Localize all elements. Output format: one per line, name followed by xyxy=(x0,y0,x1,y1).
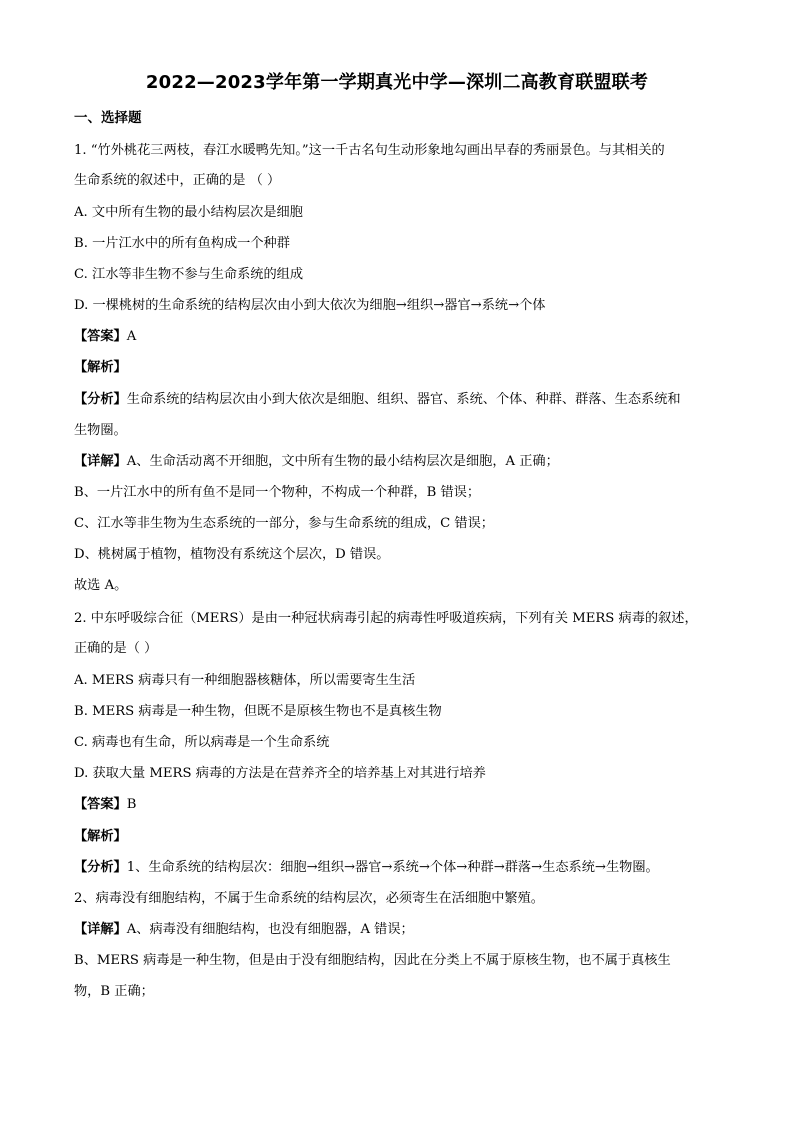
q1-option-c: C. 江水等非生物不参与生命系统的组成 xyxy=(74,267,304,282)
xiangjie-tag: 【详解】 xyxy=(74,454,127,469)
q1-stem-line-1: 1. “竹外桃花三两枝，春江水暖鸭先知。”这一千古名句生动形象地勾画出早春的秀丽景色。与其相关的 xyxy=(74,143,665,158)
xiangjie-text: A、病毒没有细胞结构，也没有细胞器，A 错误； xyxy=(126,922,414,937)
fenxi-tag: 【分析】 xyxy=(74,860,127,875)
q1-xiangjie-b: B、一片江水中的所有鱼不是同一个物种，不构成一个种群，B 错误； xyxy=(74,485,481,500)
q1-stem-line-2: 生命系统的叙述中，正确的是 （ ） xyxy=(74,173,281,188)
q1-conclusion: 故选 A。 xyxy=(74,578,128,593)
xiangjie-text: A、生命活动离不开细胞，文中所有生物的最小结构层次是细胞，A 正确； xyxy=(126,454,559,469)
q2-analysis-tag: 【解析】 xyxy=(74,829,127,844)
q1-option-d: D. 一棵桃树的生命系统的结构层次由小到大依次为细胞→组织→器官→系统→个体 xyxy=(74,298,546,313)
q2-option-c: C. 病毒也有生命，所以病毒是一个生命系统 xyxy=(74,735,330,750)
answer-tag: 【答案】 xyxy=(74,329,127,344)
q1-analysis-tag: 【解析】 xyxy=(74,360,127,375)
answer-value: B xyxy=(126,797,137,812)
q1-xiangjie-d: D、桃树属于植物，植物没有系统这个层次，D 错误。 xyxy=(74,547,390,562)
q1-option-b: B. 一片江水中的所有鱼构成一个种群 xyxy=(74,236,290,251)
q2-xiangjie-a xyxy=(74,920,724,940)
q2-xiangjie-b-line-1: B、MERS 病毒是一种生物，但是由于没有细胞结构，因此在分类上不属于原核生物，也不属于真核生 xyxy=(74,953,671,968)
fenxi-text: 生命系统的结构层次由小到大依次是细胞、组织、器官、系统、个体、种群、群落、生态系统和 xyxy=(126,392,681,407)
q2-option-a: A. MERS 病毒只有一种细胞器核糖体，所以需要寄生生活 xyxy=(74,673,416,688)
q2-option-d: D. 获取大量 MERS 病毒的方法是在营养齐全的培养基上对其进行培养 xyxy=(74,766,486,781)
answer-value: A xyxy=(126,329,137,344)
q2-answer xyxy=(74,795,724,815)
page-title: 2022—2023学年第一学期真光中学—深圳二高教育联盟联考 xyxy=(145,72,649,93)
q1-fenxi-line-2: 生物圈。 xyxy=(74,423,127,438)
q2-option-b: B. MERS 病毒是一种生物，但既不是原核生物也不是真核生物 xyxy=(74,704,442,719)
q1-answer xyxy=(74,327,724,347)
q1-xiangjie-a xyxy=(74,452,724,472)
q2-stem-line-2: 正确的是（ ） xyxy=(74,641,158,656)
q2-fenxi-line-2: 2、病毒没有细胞结构，不属于生命系统的结构层次，必须寄生在活细胞中繁殖。 xyxy=(74,891,544,906)
xiangjie-tag: 【详解】 xyxy=(74,922,127,937)
q2-xiangjie-b-line-2: 物，B 正确； xyxy=(74,984,154,999)
q1-fenxi-line-1 xyxy=(74,390,724,410)
fenxi-tag: 【分析】 xyxy=(74,392,127,407)
q2-fenxi-line-1 xyxy=(74,858,724,878)
fenxi-text: 1、生命系统的结构层次：细胞→组织→器官→系统→个体→种群→群落→生态系统→生物圈。 xyxy=(126,860,659,875)
q2-stem-line-1: 2. 中东呼吸综合征（MERS）是由一种冠状病毒引起的病毒性呼吸道疾病，下列有关 MERS 病毒的叙述， xyxy=(74,611,698,626)
q1-xiangjie-c: C、江水等非生物为生态系统的一部分，参与生命系统的组成，C 错误； xyxy=(74,516,494,531)
section-heading: 一、选择题 xyxy=(74,110,142,126)
q1-option-a: A. 文中所有生物的最小结构层次是细胞 xyxy=(74,205,303,220)
answer-tag: 【答案】 xyxy=(74,797,127,812)
